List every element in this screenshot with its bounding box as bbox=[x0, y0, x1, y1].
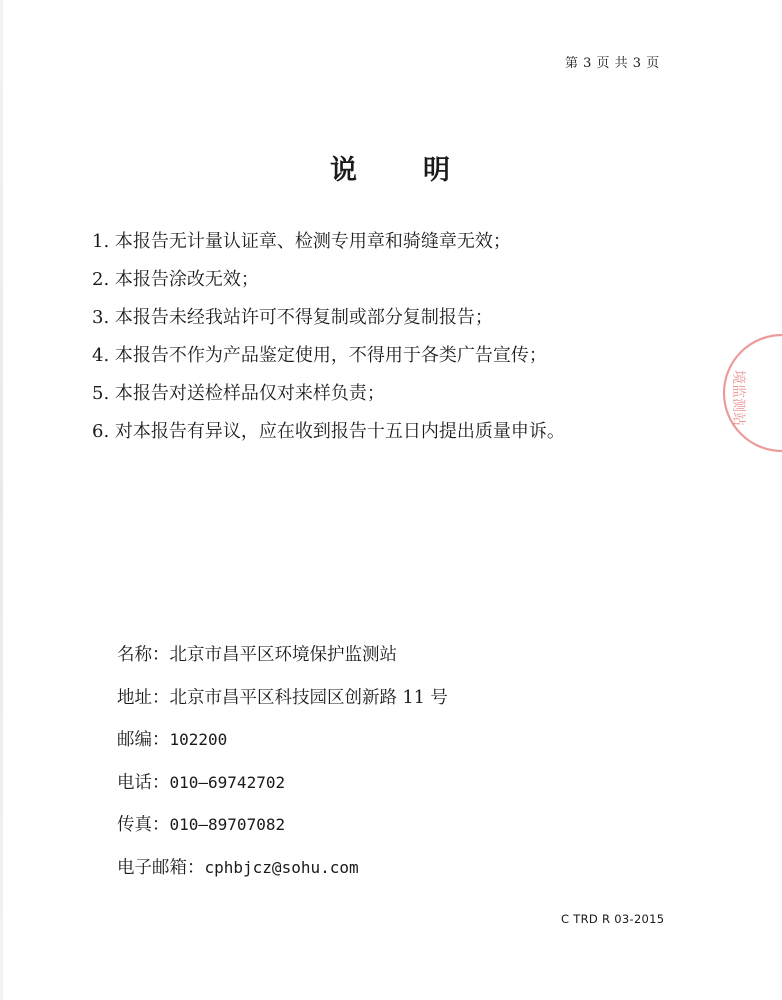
notes-list bbox=[92, 223, 565, 451]
title-char-2: 明 bbox=[423, 155, 452, 186]
note-item: 6. 对本报告有异议，应在收到报告十五日内提出质量申诉。 bbox=[92, 421, 565, 442]
note-item: 5. 本报告对送检样品仅对来样负责； bbox=[92, 383, 385, 404]
contact-postcode-value: 102200 bbox=[169, 730, 228, 749]
contact-address-label: 地址： bbox=[117, 687, 170, 708]
title-char-1: 说 bbox=[330, 155, 359, 186]
svg-text:境监测站: 境监测站 bbox=[730, 370, 746, 426]
contact-info bbox=[117, 634, 448, 889]
contact-address bbox=[117, 677, 448, 720]
contact-name-value: 北京市昌平区环境保护监测站 bbox=[169, 645, 397, 665]
contact-address-value: 北京市昌平区科技园区创新路 11 号 bbox=[169, 687, 448, 708]
contact-fax bbox=[117, 804, 448, 847]
contact-email-label: 电子邮箱： bbox=[117, 857, 205, 878]
contact-phone-value: 010—69742702 bbox=[169, 772, 286, 792]
page-title bbox=[0, 148, 782, 187]
contact-postcode-label: 邮编： bbox=[117, 730, 170, 750]
contact-phone bbox=[117, 762, 448, 805]
contact-name-label: 名称： bbox=[117, 645, 170, 665]
contact-name bbox=[117, 634, 448, 677]
note-item: 3. 本报告未经我站许可不得复制或部分复制报告； bbox=[92, 307, 493, 328]
contact-phone-label: 电话： bbox=[117, 772, 170, 793]
contact-email-value: cphbjcz@sohu.com bbox=[204, 857, 359, 877]
contact-postcode bbox=[117, 719, 448, 762]
note-item: 1. 本报告无计量认证章、检测专用章和骑缝章无效； bbox=[92, 231, 511, 252]
contact-fax-value: 010—89707082 bbox=[169, 815, 286, 834]
note-item: 4. 本报告不作为产品鉴定使用，不得用于各类广告宣传； bbox=[92, 345, 547, 366]
document-code: C TRD R 03-2015 bbox=[561, 912, 665, 926]
contact-email bbox=[117, 847, 448, 890]
page-number: 第 3 页 共 3 页 bbox=[565, 56, 660, 71]
note-item: 2. 本报告涂改无效； bbox=[92, 269, 259, 290]
seal-stamp bbox=[704, 328, 782, 458]
contact-fax-label: 传真： bbox=[117, 815, 170, 835]
